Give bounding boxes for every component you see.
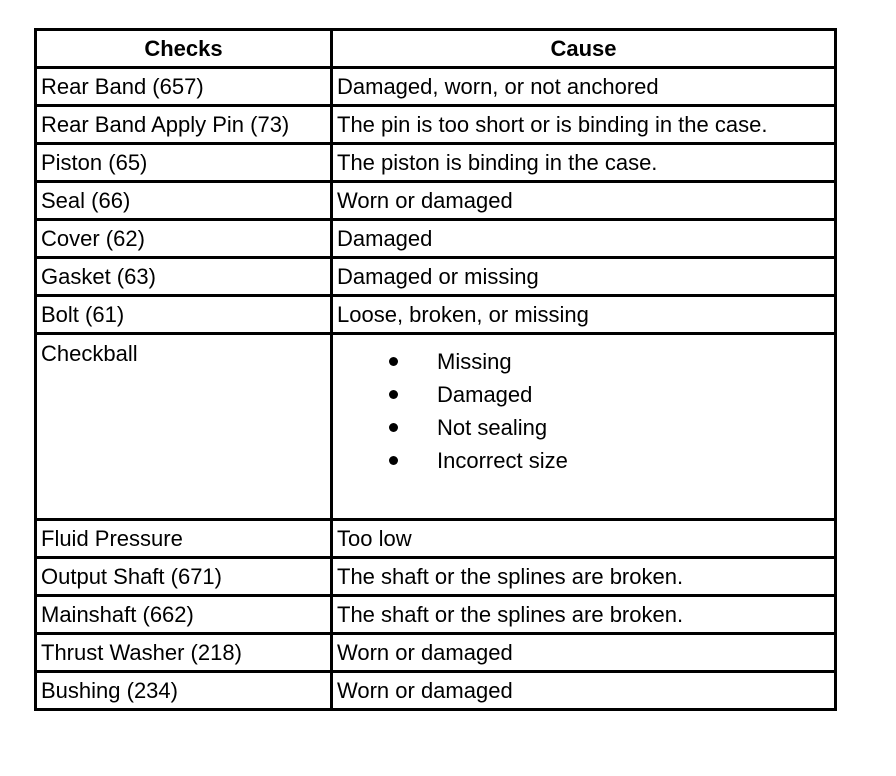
cause-cell: Worn or damaged [332,672,836,710]
cause-cell: The pin is too short or is binding in the case. [332,106,836,144]
check-cell: Piston (65) [36,144,332,182]
table-row [36,520,836,558]
cause-cell: Worn or damaged [332,634,836,672]
cause-cell: The shaft or the splines are broken. [332,558,836,596]
table-row [36,144,836,182]
table-row [36,182,836,220]
check-cell: Cover (62) [36,220,332,258]
cause-bullet-list [337,345,830,477]
table-row [36,596,836,634]
table-header-row [36,30,836,68]
column-header-checks: Checks [36,30,332,68]
check-cell: Rear Band Apply Pin (73) [36,106,332,144]
list-item [337,378,830,411]
list-item [337,411,830,444]
cause-cell: Too low [332,520,836,558]
check-cell: Mainshaft (662) [36,596,332,634]
table-row-checkball [36,334,836,520]
table-row [36,106,836,144]
bullet-icon [389,357,398,366]
table-row [36,220,836,258]
check-cell: Output Shaft (671) [36,558,332,596]
bullet-icon [389,456,398,465]
bullet-text: Missing [437,349,512,374]
diagnosis-table-container [34,28,834,711]
cause-cell-list [332,334,836,520]
table-row [36,672,836,710]
column-header-cause: Cause [332,30,836,68]
check-cell: Seal (66) [36,182,332,220]
cause-cell: Damaged [332,220,836,258]
list-item [337,444,830,477]
bullet-text: Damaged [437,382,533,407]
cause-cell: Damaged, worn, or not anchored [332,68,836,106]
diagnosis-table [34,28,837,711]
bullet-icon [389,390,398,399]
bullet-text: Incorrect size [437,448,568,473]
table-row [36,296,836,334]
bullet-text: Not sealing [437,415,548,440]
cause-cell: Worn or damaged [332,182,836,220]
check-cell: Gasket (63) [36,258,332,296]
cause-cell: The shaft or the splines are broken. [332,596,836,634]
cause-cell: Damaged or missing [332,258,836,296]
check-cell: Thrust Washer (218) [36,634,332,672]
table-row [36,634,836,672]
check-cell: Bolt (61) [36,296,332,334]
check-cell: Bushing (234) [36,672,332,710]
bullet-icon [389,423,398,432]
table-row [36,258,836,296]
check-cell: Fluid Pressure [36,520,332,558]
table-row [36,68,836,106]
cause-cell: The piston is binding in the case. [332,144,836,182]
table-row [36,558,836,596]
list-item [337,345,830,378]
check-cell: Rear Band (657) [36,68,332,106]
check-cell: Checkball [36,334,332,520]
cause-cell: Loose, broken, or missing [332,296,836,334]
